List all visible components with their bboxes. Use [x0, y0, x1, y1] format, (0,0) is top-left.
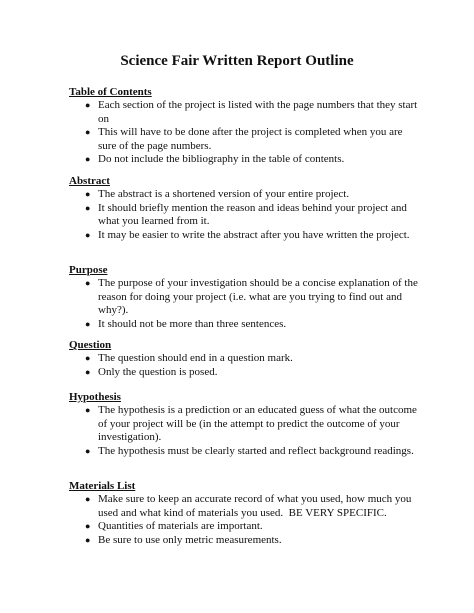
bullet-icon: ●: [85, 202, 91, 213]
bullet-list: [69, 99, 419, 167]
bullet-icon: ●: [85, 534, 91, 545]
list-item: ● It should briefly mention the reason and ideas behind your project and what you learned from it.: [85, 201, 407, 228]
bullet-list: [69, 188, 419, 242]
bullet-icon: ●: [85, 154, 91, 165]
list-item: ● The abstract is a shortened version of your entire project.: [85, 188, 350, 200]
list-item: ● It may be easier to write the abstract after you have written the project.: [85, 228, 410, 241]
list-item: ● Do not include the bibliography in the table of contents.: [85, 153, 345, 166]
section-heading: Question: [69, 339, 112, 351]
list-item: ● The hypothesis is a prediction or an educated guess of what the outcome of your project will be (in the attempt to predict the outcome of your investigation).: [85, 404, 417, 444]
section-heading: Abstract: [69, 175, 110, 187]
list-item: ● The hypothesis must be clearly started and reflect background readings.: [85, 444, 414, 457]
list-item: ● Only the question is posed.: [85, 365, 218, 378]
bullet-icon: ●: [85, 318, 91, 329]
bullet-icon: ●: [85, 189, 91, 199]
section-heading: Table of Contents: [69, 86, 152, 98]
bullet-icon: ●: [85, 353, 91, 363]
bullet-list: [69, 277, 419, 331]
bullet-icon: ●: [85, 229, 91, 240]
list-item: ● Be sure to use only metric measurements.: [85, 533, 282, 546]
list-item: ● This will have to be done after the project is completed when you are sure of the page numbers.: [85, 126, 403, 152]
bullet-list: [69, 493, 419, 547]
list-item: ● Each section of the project is listed with the page numbers that they start on: [85, 99, 418, 125]
bullet-icon: ●: [85, 100, 91, 110]
bullet-icon: ●: [85, 366, 91, 377]
section-question: [69, 338, 419, 379]
section-purpose: [69, 263, 419, 331]
list-item: ● Quantities of materials are important.: [85, 520, 263, 533]
list-item: ● The purpose of your investigation should be a concise explanation of the reason for doing your project (i.e. what are you trying to find out and why?).: [85, 277, 418, 317]
bullet-icon: ●: [85, 127, 91, 138]
section-heading: Materials List: [69, 480, 136, 492]
list-item: ● Make sure to keep an accurate record of what you used, how much you used and what kind of materials you used. BE VERY SPECIFIC.: [85, 493, 415, 519]
section-materials-list: [69, 479, 419, 547]
section-abstract: [69, 174, 419, 242]
section-heading: Hypothesis: [69, 391, 121, 403]
section-hypothesis: [69, 390, 419, 458]
section-table-of-contents: [69, 85, 419, 167]
bullet-icon: ●: [85, 494, 91, 504]
bullet-list: [69, 352, 419, 379]
section-heading: Purpose: [69, 264, 108, 276]
list-item: ● It should not be more than three sentences.: [85, 317, 287, 330]
page-title: Science Fair Written Report Outline: [120, 53, 354, 69]
bullet-icon: ●: [85, 521, 91, 532]
list-item: ● The question should end in a question mark.: [85, 352, 293, 364]
bullet-icon: ●: [85, 278, 91, 288]
bullet-list: [69, 404, 419, 458]
bullet-icon: ●: [85, 405, 91, 415]
bullet-icon: ●: [85, 445, 91, 456]
